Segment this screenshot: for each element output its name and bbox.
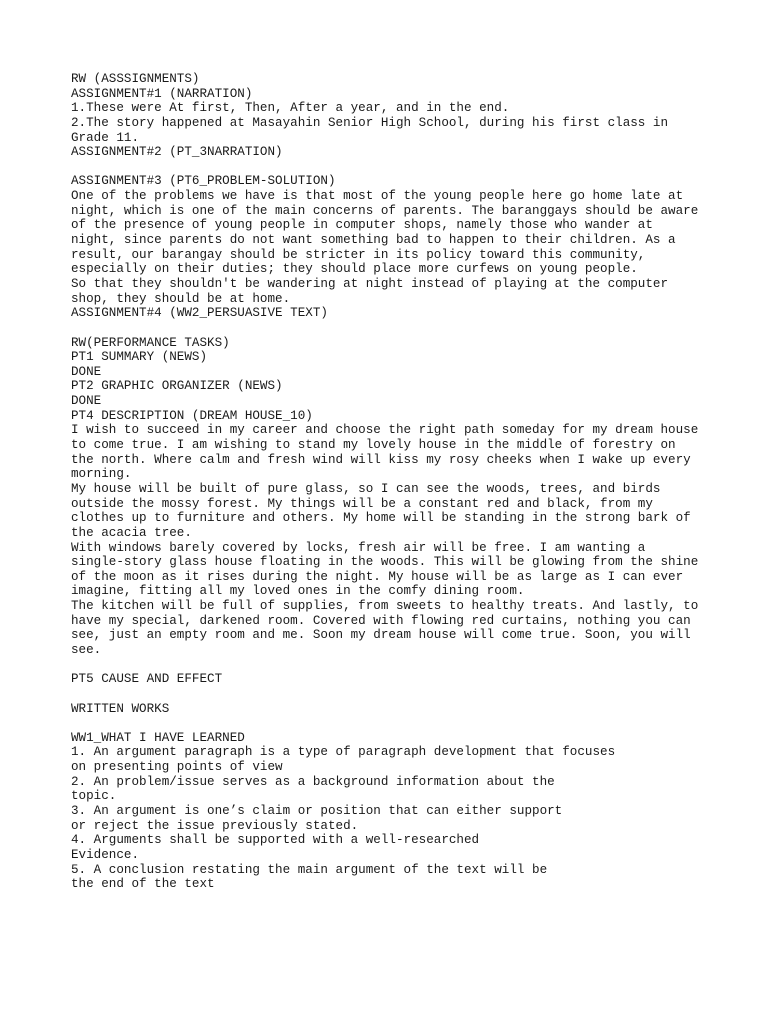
assignment-3-heading: ASSIGNMENT#3 (PT6_PROBLEM-SOLUTION): [71, 174, 336, 189]
heading-rw-assignments: RW (ASSSIGNMENTS): [71, 72, 200, 86]
document-page: [71, 72, 711, 892]
pt2-heading: PT2 GRAPHIC ORGANIZER (NEWS): [71, 379, 283, 394]
text-line: 2.The story happened at Masayahin Senior High School, during his first class in: [71, 115, 669, 130]
text-line: the end of the text: [71, 877, 215, 892]
text-line: One of the problems we have is that most of the young people here go home late at: [71, 189, 684, 204]
text-line: outside the mossy forest. My things will be a constant red and black, from my: [71, 496, 653, 511]
text-line: The kitchen will be full of supplies, from sweets to healthy treats. And lastly, to: [71, 599, 699, 614]
text-line: 5. A conclusion restating the main argument of the text will be: [71, 862, 548, 877]
text-line: topic.: [71, 789, 117, 804]
status-done: DONE: [71, 394, 102, 409]
pt4-heading: PT4 DESCRIPTION (DREAM HOUSE_10): [71, 408, 313, 423]
text-line: 3. An argument is one’s claim or position that can either support: [71, 804, 563, 819]
text-line: I wish to succeed in my career and choose the right path someday for my dream house: [71, 423, 699, 438]
text-line: have my special, darkened room. Covered with flowing red curtains, nothing you can: [71, 613, 691, 628]
text-line: With windows barely covered by locks, fresh air will be free. I am wanting a: [71, 540, 646, 555]
heading-written-works: WRITTEN WORKS: [71, 701, 170, 716]
text-line: see.: [71, 642, 102, 657]
text-line: So that they shouldn't be wandering at night instead of playing at the computer: [71, 276, 669, 291]
text-line: the acacia tree.: [71, 525, 192, 540]
status-done: DONE: [71, 364, 102, 379]
text-line: 4. Arguments shall be supported with a well-researched: [71, 833, 480, 848]
text-line: especially on their duties; they should place more curfews on young people.: [71, 262, 638, 277]
blank-line: [71, 687, 711, 702]
heading-performance-tasks: RW(PERFORMANCE TASKS): [71, 335, 230, 350]
text-line: clothes up to furniture and others. My home will be standing in the strong bark of: [71, 511, 691, 526]
text-line: shop, they should be at home.: [71, 291, 291, 306]
text-line: 1. An argument paragraph is a type of paragraph development that focuses: [71, 745, 616, 760]
text-line: the north. Where calm and fresh wind will kiss my rosy cheeks when I wake up every: [71, 452, 691, 467]
ww1-heading: WW1_WHAT I HAVE LEARNED: [71, 730, 245, 745]
text-line: Evidence.: [71, 847, 140, 862]
text-line: imagine, fitting all my loved ones in the comfy dining room.: [71, 584, 525, 599]
blank-line: [71, 160, 711, 175]
blank-line: [71, 658, 711, 673]
pt5-heading: PT5 CAUSE AND EFFECT: [71, 672, 223, 687]
text-line: to come true. I am wishing to stand my lovely house in the middle of forestry on: [71, 438, 676, 453]
text-line: result, our barangay should be stricter in its policy toward this community,: [71, 247, 646, 262]
text-line: Grade 11.: [71, 130, 140, 145]
text-line: single-story glass house floating in the woods. This will be glowing from the shine: [71, 555, 699, 570]
text-line: My house will be built of pure glass, so I can see the woods, trees, and birds: [71, 481, 661, 496]
blank-line: [71, 716, 711, 731]
assignment-4-heading: ASSIGNMENT#4 (WW2_PERSUASIVE TEXT): [71, 306, 328, 321]
text-line: night, since parents do not want something bad to happen to their children. As a: [71, 233, 676, 248]
text-line: morning.: [71, 467, 132, 482]
text-line: of the presence of young people in computer shops, namely those who wander at: [71, 218, 653, 233]
text-line: see, just an empty room and me. Soon my dream house will come true. Soon, you will: [71, 628, 691, 643]
text-line: on presenting points of view: [71, 760, 283, 775]
text-line: or reject the issue previously stated.: [71, 818, 359, 833]
blank-line: [71, 321, 711, 336]
assignment-2-heading: ASSIGNMENT#2 (PT_3NARRATION): [71, 145, 283, 160]
text-line: night, which is one of the main concerns of parents. The baranggays should be aware: [71, 203, 699, 218]
text-line: of the moon as it rises during the night. My house will be as large as I can ever: [71, 569, 684, 584]
assignment-1-heading: ASSIGNMENT#1 (NARRATION): [71, 86, 253, 101]
text-line: 1.These were At first, Then, After a year, and in the end.: [71, 101, 510, 116]
pt1-heading: PT1 SUMMARY (NEWS): [71, 350, 208, 365]
text-line: 2. An problem/issue serves as a background information about the: [71, 774, 555, 789]
